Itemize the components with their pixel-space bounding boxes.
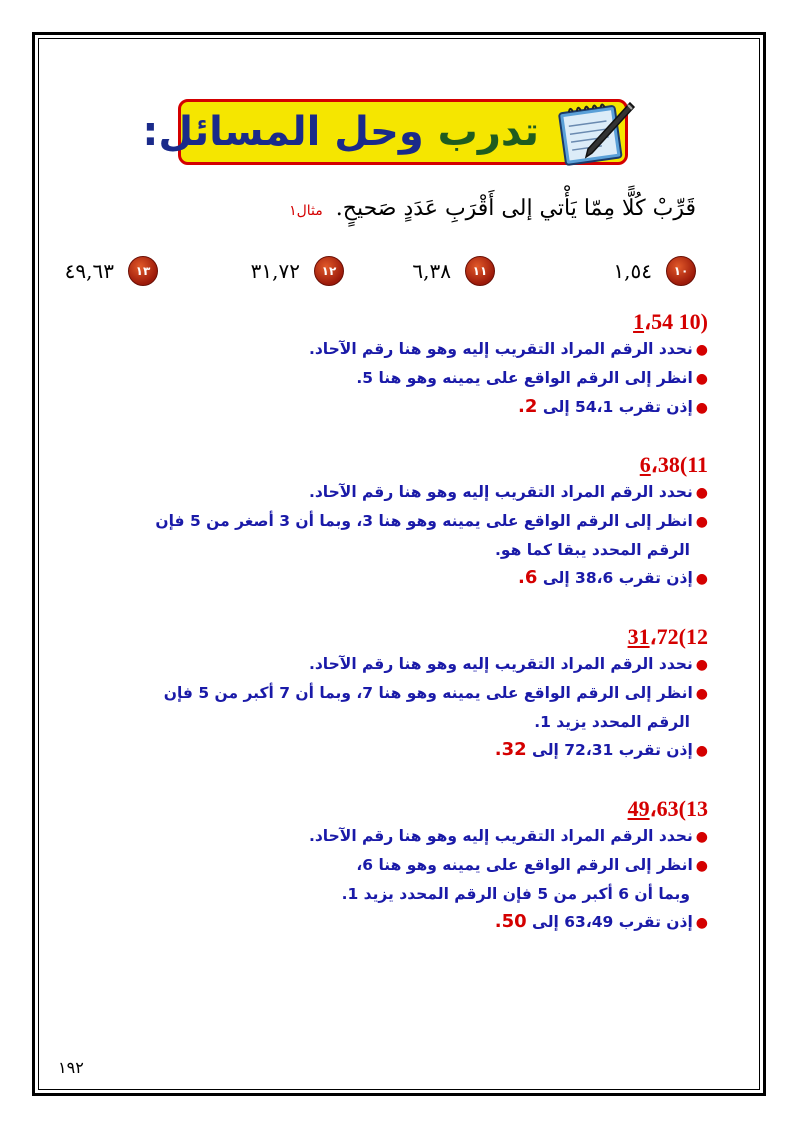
instruction-text: قَرِّبْ كُلًّا مِمّا يَأْتي إلى أَقْرَبِ عَدَدٍ صَحيحٍ. xyxy=(335,196,696,221)
page-title xyxy=(142,106,539,158)
step-line: ●إذن تقرب 72،31 إلى 32. xyxy=(494,739,708,760)
solution-number: (11 xyxy=(679,452,708,477)
bullet-icon: ● xyxy=(695,485,708,501)
notepad-pen-icon xyxy=(548,95,638,171)
solution-13 xyxy=(309,796,708,937)
integer-part: 1 xyxy=(633,309,645,334)
solution-12 xyxy=(164,624,708,765)
fraction-part: ،72 xyxy=(649,624,679,649)
problem-value: ٦,٣٨ xyxy=(412,259,451,283)
answer-value: 50. xyxy=(494,911,527,932)
fraction-part: ،38 xyxy=(650,452,680,477)
fraction-part: ،54 xyxy=(644,309,674,334)
step-line: ●انظر إلى الرقم الواقع على يمينه وهو هنا 6، xyxy=(356,856,708,874)
integer-part: 49 xyxy=(627,796,650,821)
step-line: ●نحدد الرقم المراد التقريب إليه وهو هنا رقم الآحاد. xyxy=(308,827,708,845)
answer-value: 32. xyxy=(494,739,527,760)
problem-value: ١,٥٤ xyxy=(613,259,652,283)
solution-11 xyxy=(155,452,708,593)
step-line: ●نحدد الرقم المراد التقريب إليه وهو هنا رقم الآحاد. xyxy=(308,340,708,358)
fraction-part: ،63 xyxy=(649,796,679,821)
step-line: ●إذن تقرب 54،1 إلى 2. xyxy=(518,396,708,417)
step-line: ●إذن تقرب 38،6 إلى 6. xyxy=(518,567,708,588)
problem-11 xyxy=(412,254,495,288)
step-line: ●انظر إلى الرقم الواقع على يمينه وهو هنا 5. xyxy=(356,369,708,387)
instruction-line xyxy=(289,196,696,221)
integer-part: 6 xyxy=(639,452,651,477)
solution-number: (12 xyxy=(678,624,708,649)
bullet-icon: ● xyxy=(695,686,708,702)
title-word-2: وحل المسائل: xyxy=(142,109,424,155)
problem-13 xyxy=(65,254,158,288)
step-line: ●انظر إلى الرقم الواقع على يمينه وهو هنا 3، وبما أن 3 أصغر من 5 فإن xyxy=(155,512,708,530)
problem-number-badge: ١٠ xyxy=(666,256,696,286)
bullet-icon: ● xyxy=(695,400,708,416)
problem-12 xyxy=(251,254,344,288)
step-line: ●انظر إلى الرقم الواقع على يمينه وهو هنا 7، وبما أن 7 أكبر من 5 فإن xyxy=(163,684,708,702)
bullet-icon: ● xyxy=(695,915,708,931)
answer-value: 2. xyxy=(518,396,538,417)
solution-heading xyxy=(309,796,708,822)
problem-10 xyxy=(613,254,696,288)
step-line-continued: الرقم المحدد يبقا كما هو. xyxy=(495,541,690,559)
solution-heading xyxy=(155,452,708,478)
step-line-continued: الرقم المحدد يزيد 1. xyxy=(534,713,690,731)
step-line-continued: وبما أن 6 أكبر من 5 فإن الرقم المحدد يزيد 1. xyxy=(341,885,690,903)
bullet-icon: ● xyxy=(695,571,708,587)
bullet-icon: ● xyxy=(695,743,708,759)
problem-number-badge: ١٣ xyxy=(128,256,158,286)
bullet-icon: ● xyxy=(695,858,708,874)
problem-number-badge: ١٢ xyxy=(314,256,344,286)
answer-value: 6. xyxy=(518,567,538,588)
step-line: ●إذن تقرب 63،49 إلى 50. xyxy=(494,911,708,932)
bullet-icon: ● xyxy=(695,342,708,358)
problem-value: ٤٩,٦٣ xyxy=(64,259,114,283)
integer-part: 31 xyxy=(627,624,650,649)
solution-heading xyxy=(309,309,708,335)
bullet-icon: ● xyxy=(695,829,708,845)
solution-number: 10) xyxy=(678,309,708,334)
problem-value: ٣١,٧٢ xyxy=(250,259,300,283)
problems-row xyxy=(0,254,800,288)
step-line: ●نحدد الرقم المراد التقريب إليه وهو هنا رقم الآحاد. xyxy=(308,483,708,501)
solution-heading xyxy=(164,624,708,650)
step-line: ●نحدد الرقم المراد التقريب إليه وهو هنا رقم الآحاد. xyxy=(308,655,708,673)
example-ref: مثال١ xyxy=(289,203,323,219)
page-number: ١٩٢ xyxy=(58,1058,84,1077)
bullet-icon: ● xyxy=(695,514,708,530)
solution-number: (13 xyxy=(678,796,708,821)
solution-10 xyxy=(309,309,708,422)
title-word-1: تدرب xyxy=(437,109,539,155)
bullet-icon: ● xyxy=(695,371,708,387)
problem-number-badge: ١١ xyxy=(465,256,495,286)
bullet-icon: ● xyxy=(695,657,708,673)
